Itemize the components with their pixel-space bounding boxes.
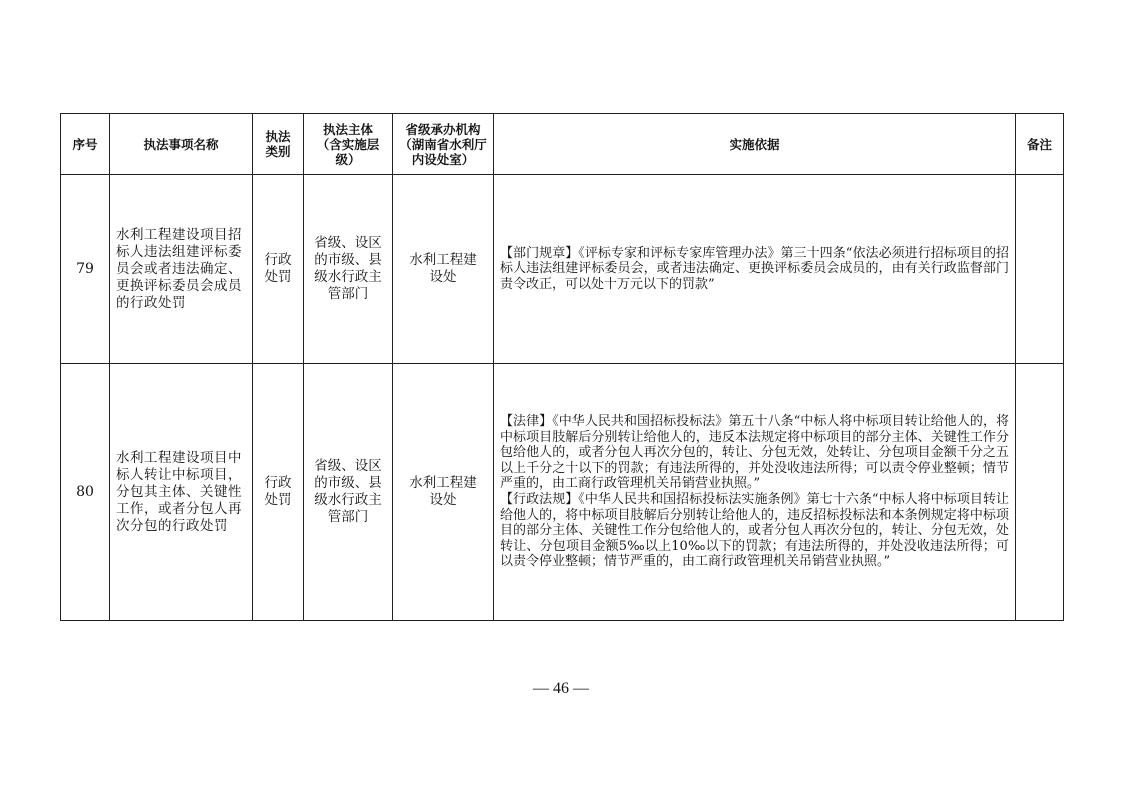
row-org-text: 水利工程建设处	[409, 475, 477, 508]
header-seq: 序号	[61, 114, 110, 175]
table-row	[61, 175, 1064, 364]
basis-paragraph: 【行政法规】《中华人民共和国招标投标法实施条例》第七十六条“中标人将中标项目转让给他人的，将中标项目肢解后分别转让给他人的，违反招标投标法和本条例规定将中标项目的部分主体、关键性工作分包给他人的，或者分包人再次分包的，转让、分包无效，处转让、分包项目金额5‰以上10‰以下的罚款；有违法所得的，并处没收违法所得；可以责令停业整顿；情节严重的，由工商行政管理机关吊销营业执照。”	[500, 492, 1009, 570]
header-type	[253, 114, 304, 175]
header-type-text: 执法类别	[265, 129, 291, 159]
row-subject: 省级、设区的市级、县级水行政主管部门	[304, 364, 393, 621]
header-subject	[304, 114, 393, 175]
row-basis	[494, 364, 1016, 621]
row-seq: 79	[61, 175, 110, 364]
header-name: 执法事项名称	[110, 114, 253, 175]
row-name: 水利工程建设项目招标人违法组建评标委员会或者违法确定、更换评标委员会成员的行政处罚	[110, 175, 253, 364]
header-org-text: 省级承办机构（湖南省水利厅内设处室）	[399, 121, 487, 167]
row-org-text: 水利工程建设处	[409, 252, 477, 285]
row-name: 水利工程建设项目中标人转让中标项目，分包其主体、关键性工作，或者分包人再次分包的行政处罚	[110, 364, 253, 621]
header-remark: 备注	[1016, 114, 1064, 175]
header-org	[393, 114, 494, 175]
row-org	[393, 364, 494, 621]
row-type	[253, 175, 304, 364]
row-org	[393, 175, 494, 364]
header-subject-text: 执法主体（含实施层级）	[316, 121, 380, 167]
header-basis: 实施依据	[494, 114, 1016, 175]
row-type-text: 行政处罚	[264, 475, 292, 508]
enforcement-table	[60, 113, 1064, 621]
page-number: — 46 —	[533, 680, 589, 697]
basis-paragraph: 【法律】《中华人民共和国招标投标法》第五十八条“中标人将中标项目转让给他人的，将中标项目肢解后分别转让给他人的，违反本法规定将中标项目的部分主体、关键性工作分包给他人的，或者分包人再次分包的，转让、分包无效，处转让、分包项目金额千分之五以上千分之十以下的罚款；有违法所得的，并处没收违法所得；可以责令停业整顿；情节严重的，由工商行政管理机关吊销营业执照。”	[500, 414, 1009, 492]
row-remark	[1016, 175, 1064, 364]
row-subject: 省级、设区的市级、县级水行政主管部门	[304, 175, 393, 364]
basis-paragraph: 【部门规章】《评标专家和评标专家库管理办法》第三十四条“依法必须进行招标项目的招标人违法组建评标委员会，或者违法确定、更换评标委员会成员的，由有关行政监督部门责令改正，可以处十万元以下的罚款”	[500, 245, 1009, 292]
row-remark	[1016, 364, 1064, 621]
row-seq: 80	[61, 364, 110, 621]
row-type-text: 行政处罚	[264, 252, 292, 285]
row-type	[253, 364, 304, 621]
table-row	[61, 364, 1064, 621]
row-basis	[494, 175, 1016, 364]
header-row	[61, 114, 1064, 175]
